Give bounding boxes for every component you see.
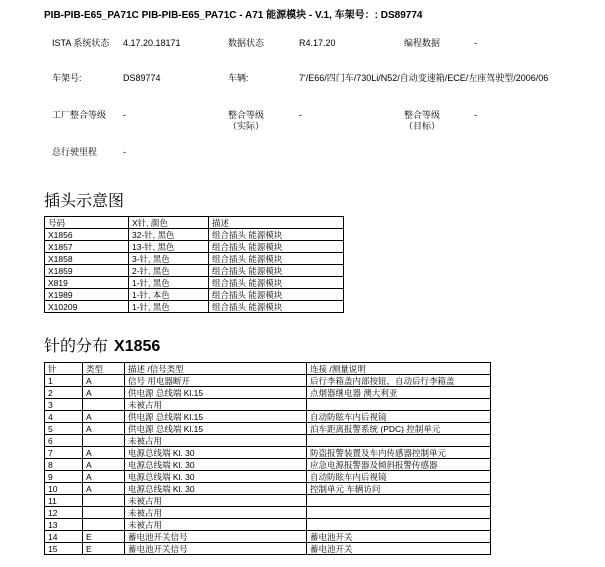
table-cell: 电源总线端 Kl. 30 [125, 447, 307, 459]
table-row [45, 459, 491, 471]
table-row [45, 447, 491, 459]
table-row [45, 399, 491, 411]
table-cell: X819 [45, 277, 129, 289]
table-cell: 后行李箱盖内部按钮，自动后行李箱盖 [307, 375, 491, 387]
table-cell: 2-针, 黑色 [129, 265, 209, 277]
table-cell: 组合插头 能源模块 [209, 265, 344, 277]
table-cell: 1-针, 黑色 [129, 277, 209, 289]
table-cell: 蓄电池开关信号 [125, 531, 307, 543]
table-cell: 未被占用 [125, 507, 307, 519]
pin-section-label: 针的分布 [44, 338, 109, 355]
table-cell [307, 507, 491, 519]
table-cell: A [83, 447, 125, 459]
table-row [45, 301, 344, 313]
factory-level-value: - [123, 110, 126, 120]
pin-section-title [44, 333, 160, 356]
table-cell: A [83, 423, 125, 435]
data-status-value: R4.17.20 [299, 38, 336, 48]
table-cell [83, 435, 125, 447]
table-cell: X1857 [45, 241, 129, 253]
ista-value: 4.17.20.18171 [123, 38, 181, 48]
table-cell: 泊车距离报警系统 (PDC) 控制单元 [307, 423, 491, 435]
table-cell: 32-针, 黑色 [129, 229, 209, 241]
factory-level-label: 工厂整合等级 [52, 110, 107, 120]
pin-table [44, 362, 491, 555]
table-cell: X1989 [45, 289, 129, 301]
table-cell [83, 495, 125, 507]
table-row [45, 543, 491, 555]
actual-level-label: 整合等级（实际） [228, 110, 265, 131]
table-cell: 点烟器继电器 澳大利亚 [307, 387, 491, 399]
table-cell: A [83, 411, 125, 423]
plug-table-header [45, 217, 344, 229]
table-cell: 组合插头 能源模块 [209, 277, 344, 289]
table-row [45, 253, 344, 265]
table-cell: X1856 [45, 229, 129, 241]
table-cell: A [83, 459, 125, 471]
table-cell [307, 435, 491, 447]
ista-label: ISTA 系统状态 [52, 38, 110, 48]
table-cell: 未被占用 [125, 519, 307, 531]
pin-section-connector: X1856 [114, 338, 161, 355]
table-cell: 8 [45, 459, 83, 471]
vehicle-label: 车辆: [228, 73, 249, 83]
table-cell: 3 [45, 399, 83, 411]
table-row [45, 277, 344, 289]
table-row [45, 531, 491, 543]
table-cell: E [83, 531, 125, 543]
table-cell: 12 [45, 507, 83, 519]
table-cell [83, 507, 125, 519]
table-cell [307, 495, 491, 507]
table-cell: 1-针, 本色 [129, 289, 209, 301]
target-level-value: - [474, 110, 477, 120]
target-level-label: 整合等级（目标） [404, 110, 441, 131]
table-cell [83, 519, 125, 531]
column-header: 号码 [45, 217, 129, 229]
table-cell: 未被占用 [125, 399, 307, 411]
table-row [45, 411, 491, 423]
column-header: 类型 [83, 363, 125, 375]
table-cell: 13-针, 黑色 [129, 241, 209, 253]
table-cell: A [83, 387, 125, 399]
table-cell: 未被占用 [125, 435, 307, 447]
table-cell [83, 399, 125, 411]
table-cell: 自动防眩车内后视镜 [307, 471, 491, 483]
vin-label: 车架号: [52, 73, 82, 83]
table-cell [307, 399, 491, 411]
column-header: 连接 /测量说明 [307, 363, 491, 375]
table-cell: 供电源 总线端 Kl.15 [125, 423, 307, 435]
table-row [45, 519, 491, 531]
table-cell: 防盗报警装置及车内传感器控制单元 [307, 447, 491, 459]
table-cell: 10 [45, 483, 83, 495]
vehicle-value: 7'/E66/四门车/730Li/N52/自动变速箱/ECE/左座驾驶型/2006/06 [299, 73, 549, 83]
programming-label: 编程数据 [404, 38, 441, 48]
table-cell: 2 [45, 387, 83, 399]
table-row [45, 229, 344, 241]
table-cell: 蓄电池开关 [307, 543, 491, 555]
table-cell: 3-针, 黑色 [129, 253, 209, 265]
table-cell: 6 [45, 435, 83, 447]
column-header: 针 [45, 363, 83, 375]
table-cell: 9 [45, 471, 83, 483]
table-cell [307, 519, 491, 531]
table-cell: 7 [45, 447, 83, 459]
table-cell: 蓄电池开关信号 [125, 543, 307, 555]
table-cell: 未被占用 [125, 495, 307, 507]
table-row [45, 423, 491, 435]
column-header: 描述 [209, 217, 344, 229]
table-cell: 供电源 总线端 Kl.15 [125, 411, 307, 423]
table-row [45, 435, 491, 447]
pin-table-header [45, 363, 491, 375]
table-cell: X1859 [45, 265, 129, 277]
table-cell: 蓄电池开关 [307, 531, 491, 543]
table-cell: 11 [45, 495, 83, 507]
table-cell: A [83, 483, 125, 495]
actual-level-value: - [299, 110, 302, 120]
column-header: X针, 颜色 [129, 217, 209, 229]
table-cell: 信号 用电器断开 [125, 375, 307, 387]
plug-table [44, 216, 344, 313]
table-cell: 电源总线端 Kl. 30 [125, 471, 307, 483]
table-cell: 组合插头 能源模块 [209, 301, 344, 313]
table-row [45, 387, 491, 399]
table-cell: 14 [45, 531, 83, 543]
table-cell: 组合插头 能源模块 [209, 229, 344, 241]
table-cell: 电源总线端 Kl. 30 [125, 459, 307, 471]
table-cell: 控制单元 车辆访问 [307, 483, 491, 495]
table-cell: 组合插头 能源模块 [209, 241, 344, 253]
table-cell: 13 [45, 519, 83, 531]
table-cell: 15 [45, 543, 83, 555]
table-cell: X1858 [45, 253, 129, 265]
table-cell: 电源总线端 Kl. 30 [125, 483, 307, 495]
vin-value: DS89774 [123, 73, 161, 83]
plug-section-title: 插头示意图 [44, 193, 125, 210]
data-status-label: 数据状态 [228, 38, 265, 48]
mileage-value: - [123, 147, 126, 157]
table-row [45, 507, 491, 519]
table-cell: 应急电源报警器及倾斜报警传感器 [307, 459, 491, 471]
document-header: PIB-PIB-E65_PA71C PIB-PIB-E65_PA71C - A71 能源模块 - V.1, 车架号：: DS89774 [44, 10, 423, 21]
table-cell: E [83, 543, 125, 555]
column-header: 描述 /信号类型 [125, 363, 307, 375]
table-cell: 4 [45, 411, 83, 423]
table-cell: 自动防眩车内后视镜 [307, 411, 491, 423]
table-cell: 1-针, 黑色 [129, 301, 209, 313]
table-cell: 5 [45, 423, 83, 435]
table-cell: 1 [45, 375, 83, 387]
table-cell: A [83, 375, 125, 387]
table-row [45, 375, 491, 387]
table-row [45, 483, 491, 495]
programming-value: - [474, 38, 477, 48]
table-row [45, 289, 344, 301]
table-cell: 组合插头 能源模块 [209, 253, 344, 265]
table-row [45, 471, 491, 483]
table-row [45, 241, 344, 253]
mileage-label: 总行驶里程 [52, 147, 98, 157]
table-cell: 组合插头 能源模块 [209, 289, 344, 301]
table-cell: A [83, 471, 125, 483]
table-row [45, 265, 344, 277]
table-cell: 供电源 总线端 Kl.15 [125, 387, 307, 399]
table-cell: X10209 [45, 301, 129, 313]
table-row [45, 495, 491, 507]
